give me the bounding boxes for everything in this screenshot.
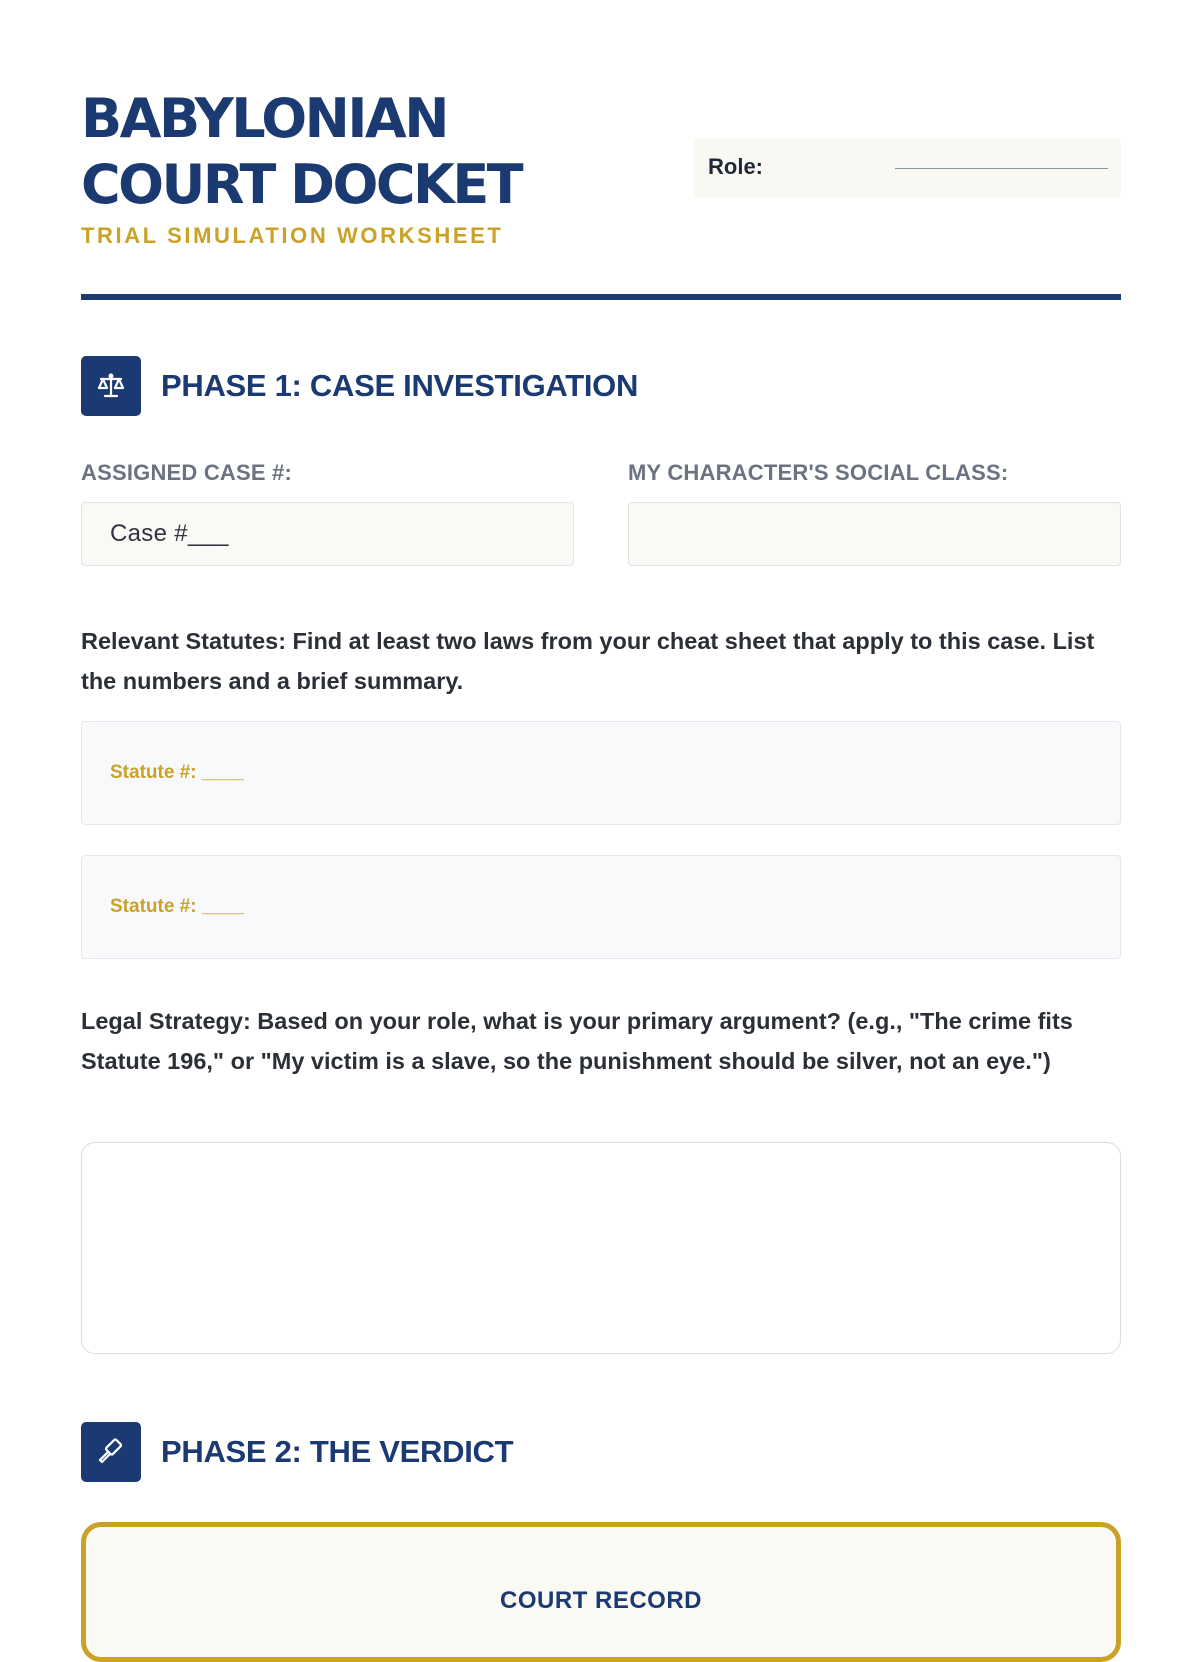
strategy-answer-box[interactable] <box>81 1142 1121 1354</box>
court-record-box <box>81 1522 1121 1662</box>
court-record-title: COURT RECORD <box>500 1587 702 1614</box>
strategy-instruction: Legal Strategy: Based on your role, what is your primary argument? (e.g., "The crime fits Statute 196," or "My victim is a slave, so the punishment should be silver, not an eye.") <box>81 1008 1073 1074</box>
header-divider <box>81 294 1121 300</box>
scales-icon <box>81 356 141 416</box>
statute-box-1[interactable] <box>81 721 1121 825</box>
role-field[interactable] <box>694 138 1121 198</box>
statutes-instruction: Relevant Statutes: Find at least two laws from your cheat sheet that apply to this case. List the numbers and a brief summary. <box>81 628 1095 694</box>
role-label: Role: <box>708 154 763 179</box>
statute-label-1: Statute #: ____ <box>110 762 245 783</box>
phase-1-heading <box>81 356 638 416</box>
role-blank-line[interactable] <box>895 168 1108 169</box>
title-line-1: BABYLONIAN <box>81 87 447 150</box>
assigned-case-label: ASSIGNED CASE #: <box>81 460 293 485</box>
worksheet-header <box>81 86 1121 256</box>
page-subtitle: TRIAL SIMULATION WORKSHEET <box>81 223 504 248</box>
statute-box-2[interactable] <box>81 855 1121 959</box>
gavel-icon <box>81 1422 141 1482</box>
statute-label-2: Statute #: ____ <box>110 896 245 917</box>
social-class-label: MY CHARACTER'S SOCIAL CLASS: <box>628 460 1009 485</box>
social-class-field[interactable] <box>628 502 1121 566</box>
assigned-case-field[interactable] <box>81 502 574 566</box>
title-line-2: COURT DOCKET <box>81 153 522 216</box>
phase-1-title: PHASE 1: CASE INVESTIGATION <box>161 368 639 403</box>
phase-2-title: PHASE 2: THE VERDICT <box>161 1434 514 1469</box>
assigned-case-value: Case #___ <box>110 520 229 547</box>
phase-2-heading <box>81 1422 513 1482</box>
